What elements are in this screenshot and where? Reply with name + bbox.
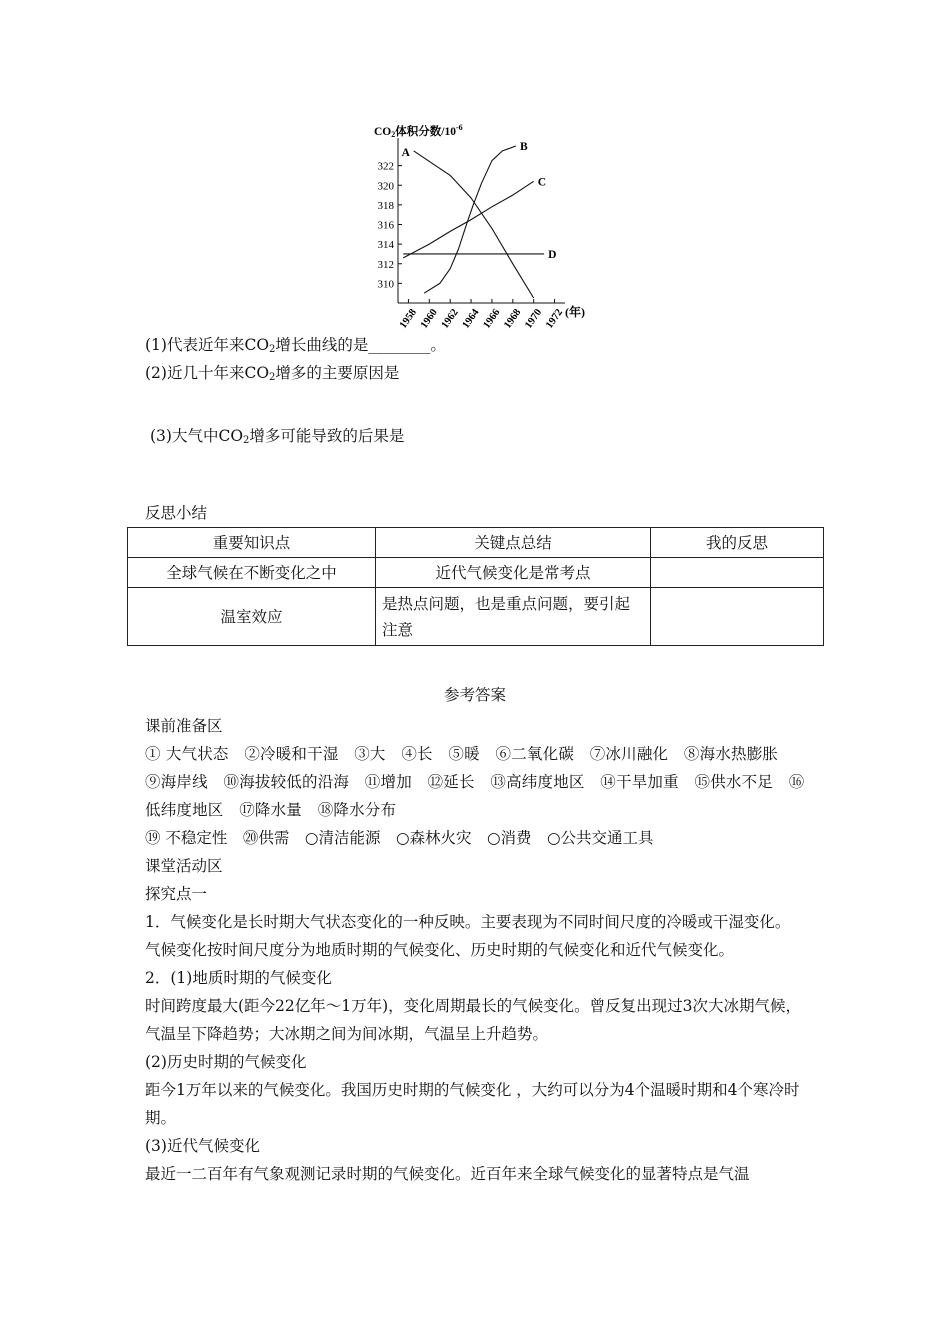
- x-tick-label: 1958: [397, 307, 419, 331]
- x-tick-label: 1964: [460, 307, 482, 331]
- header-cell: 关键点总结: [376, 528, 651, 558]
- table-row: [128, 588, 824, 646]
- y-tick-label: 316: [377, 219, 394, 232]
- table-cell: 全球气候在不断变化之中: [128, 558, 376, 588]
- reflection-heading: 反思小结: [145, 504, 208, 522]
- x-tick-label: 1960: [418, 307, 440, 331]
- y-tick-label: 310: [377, 278, 394, 291]
- question-1: (1)代表近年来$CO_2$增长曲线的是________。: [145, 336, 446, 355]
- chart-axes: [398, 138, 565, 303]
- paragraph: 1．气候变化是长时期大气状态变化的一种反映。主要表现为不同时间尺度的冷暖或干湿变化。: [145, 913, 791, 931]
- answer-blank[interactable]: ________: [368, 336, 431, 354]
- subsection-heading: 探究点一: [145, 885, 208, 903]
- y-tick-label: 312: [377, 258, 394, 271]
- answer-line: ① 大气状态 ②冷暖和干湿 ③大 ④长 ⑤暖 ⑥二氧化碳 ⑦冰川融化 ⑧海水热膨胀 ⑨海岸线 ⑩海拔较低的沿海 ⑪增加 ⑫延长 ⑬高纬度地区 ⑭干旱加重 ⑮供水不足 ⑯低纬度地区 ⑰降水量 ⑱降水分布: [145, 745, 805, 819]
- paragraph: 2．(1)地质时期的气候变化: [145, 969, 332, 987]
- section-heading: 课前准备区: [145, 717, 223, 735]
- y-tick-label: 314: [377, 239, 394, 252]
- x-tick-label: 1972: [544, 307, 566, 331]
- y-tick-label: 318: [377, 199, 394, 212]
- x-tick-label: 1966: [481, 307, 503, 331]
- y-tick-label: 320: [377, 180, 394, 193]
- x-tick-labels: [398, 299, 565, 331]
- question-2: (2)近几十年来$CO_2$增多的主要原因是: [145, 364, 400, 383]
- answer-line: ⑲ 不稳定性 ⑳供需 ○清洁能源 ○森林火灾 ○消费 ○公共交通工具: [145, 829, 654, 847]
- series-label-a: A: [401, 146, 410, 159]
- table-cell: 是热点问题，也是重点问题，要引起注意: [376, 588, 651, 646]
- series-label-c: C: [537, 176, 546, 189]
- header-cell: 我的反思: [651, 528, 824, 558]
- series-label-b: B: [519, 141, 528, 153]
- answers-body: [145, 712, 805, 1188]
- header-cell: 重要知识点: [128, 528, 376, 558]
- table-cell: 近代气候变化是常考点: [376, 558, 651, 588]
- answers-title: 参考答案: [443, 686, 506, 704]
- x-tick-label: 1970: [523, 307, 545, 331]
- series-lines: [403, 146, 544, 298]
- paragraph: 最近一二百年有气象观测记录时期的气候变化。近百年来全球气候变化的显著特点是气温: [145, 1165, 750, 1183]
- series-label-d: D: [548, 248, 557, 261]
- section-heading: 课堂活动区: [145, 857, 223, 875]
- co2-line-chart: [360, 118, 600, 333]
- table-cell[interactable]: [651, 558, 824, 588]
- y-tick-label: 322: [377, 160, 394, 173]
- question-3: (3)大气中$CO_2$增多可能导致的后果是: [150, 427, 405, 446]
- x-tick-label: 1962: [439, 307, 461, 331]
- paragraph: (3)近代气候变化: [145, 1137, 260, 1155]
- table-header-row: [128, 528, 824, 558]
- x-tick-label: 1968: [502, 307, 524, 331]
- x-axis-unit: (年): [565, 305, 585, 319]
- series-line-a: [414, 151, 534, 298]
- paragraph: 气候变化按时间尺度分为地质时期的气候变化、历史时期的气候变化和近代气候变化。: [145, 941, 735, 959]
- paragraph: 距今1万年以来的气候变化。我国历史时期的气候变化 ，大约可以分为4个温暖时期和4个寒冷时期。: [145, 1081, 800, 1127]
- table-cell: 温室效应: [128, 588, 376, 646]
- table-cell[interactable]: [651, 588, 824, 646]
- reflection-table: [127, 527, 824, 646]
- paragraph: (2)历史时期的气候变化: [145, 1053, 307, 1071]
- paragraph: 时间跨度最大(距今22亿年～1万年)，变化周期最长的气候变化。曾反复出现过3次大冰期气候，气温呈下降趋势；大冰期之间为间冰期，气温呈上升趋势。: [145, 997, 802, 1043]
- chart-y-axis-label: CO2体积分数$/10^{-6}$: [374, 123, 463, 139]
- table-row: [128, 558, 824, 588]
